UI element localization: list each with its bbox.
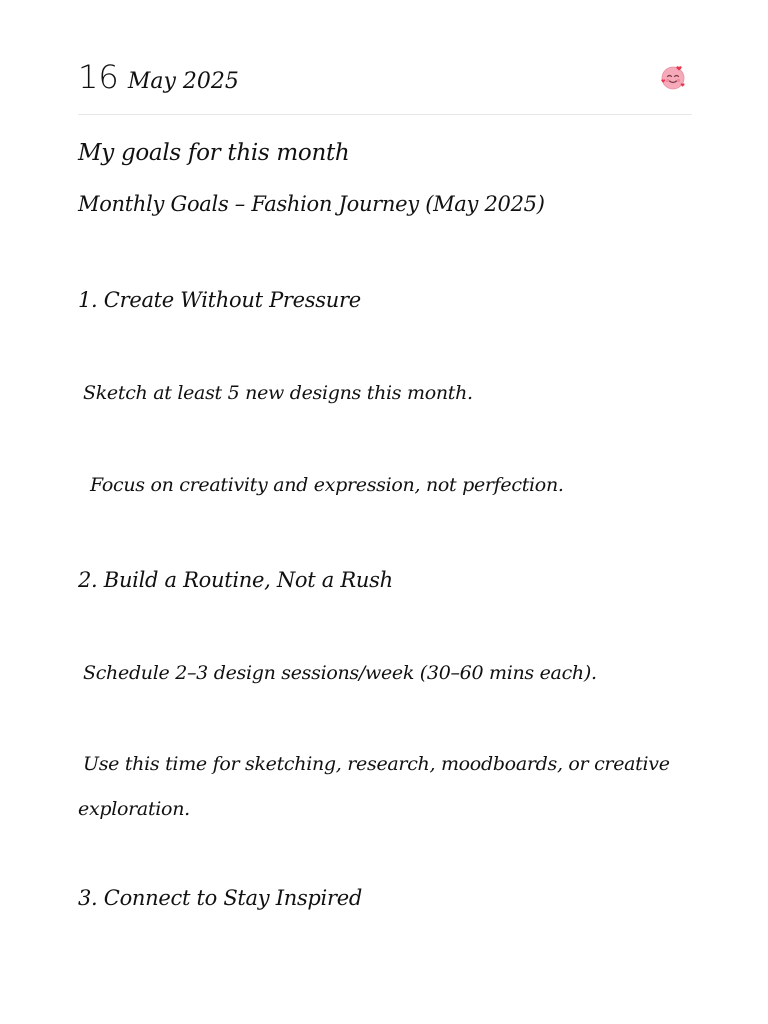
goal-detail-continued: exploration. (78, 798, 190, 820)
entry-date-day: 16 (78, 58, 119, 96)
entry-title: My goals for this month (78, 140, 350, 166)
goal-detail: Use this time for sketching, research, moodboards, or creative (83, 753, 670, 775)
goal-detail: Focus on creativity and expression, not perfection. (90, 474, 564, 496)
goal-heading: 3. Connect to Stay Inspired (78, 886, 362, 910)
goal-heading: 2. Build a Routine, Not a Rush (78, 568, 393, 592)
goal-detail: Sketch at least 5 new designs this month. (83, 382, 473, 404)
entry-header (78, 58, 690, 114)
smiling-face-with-hearts-icon[interactable] (660, 64, 686, 90)
goal-heading: 1. Create Without Pressure (78, 288, 361, 312)
entry-date[interactable] (78, 58, 239, 96)
header-divider (78, 114, 692, 115)
goal-detail: Schedule 2–3 design sessions/week (30–60 mins each). (83, 662, 597, 684)
entry-subtitle: Monthly Goals – Fashion Journey (May 2025) (78, 192, 545, 216)
entry-date-month-year: May 2025 (127, 69, 239, 94)
